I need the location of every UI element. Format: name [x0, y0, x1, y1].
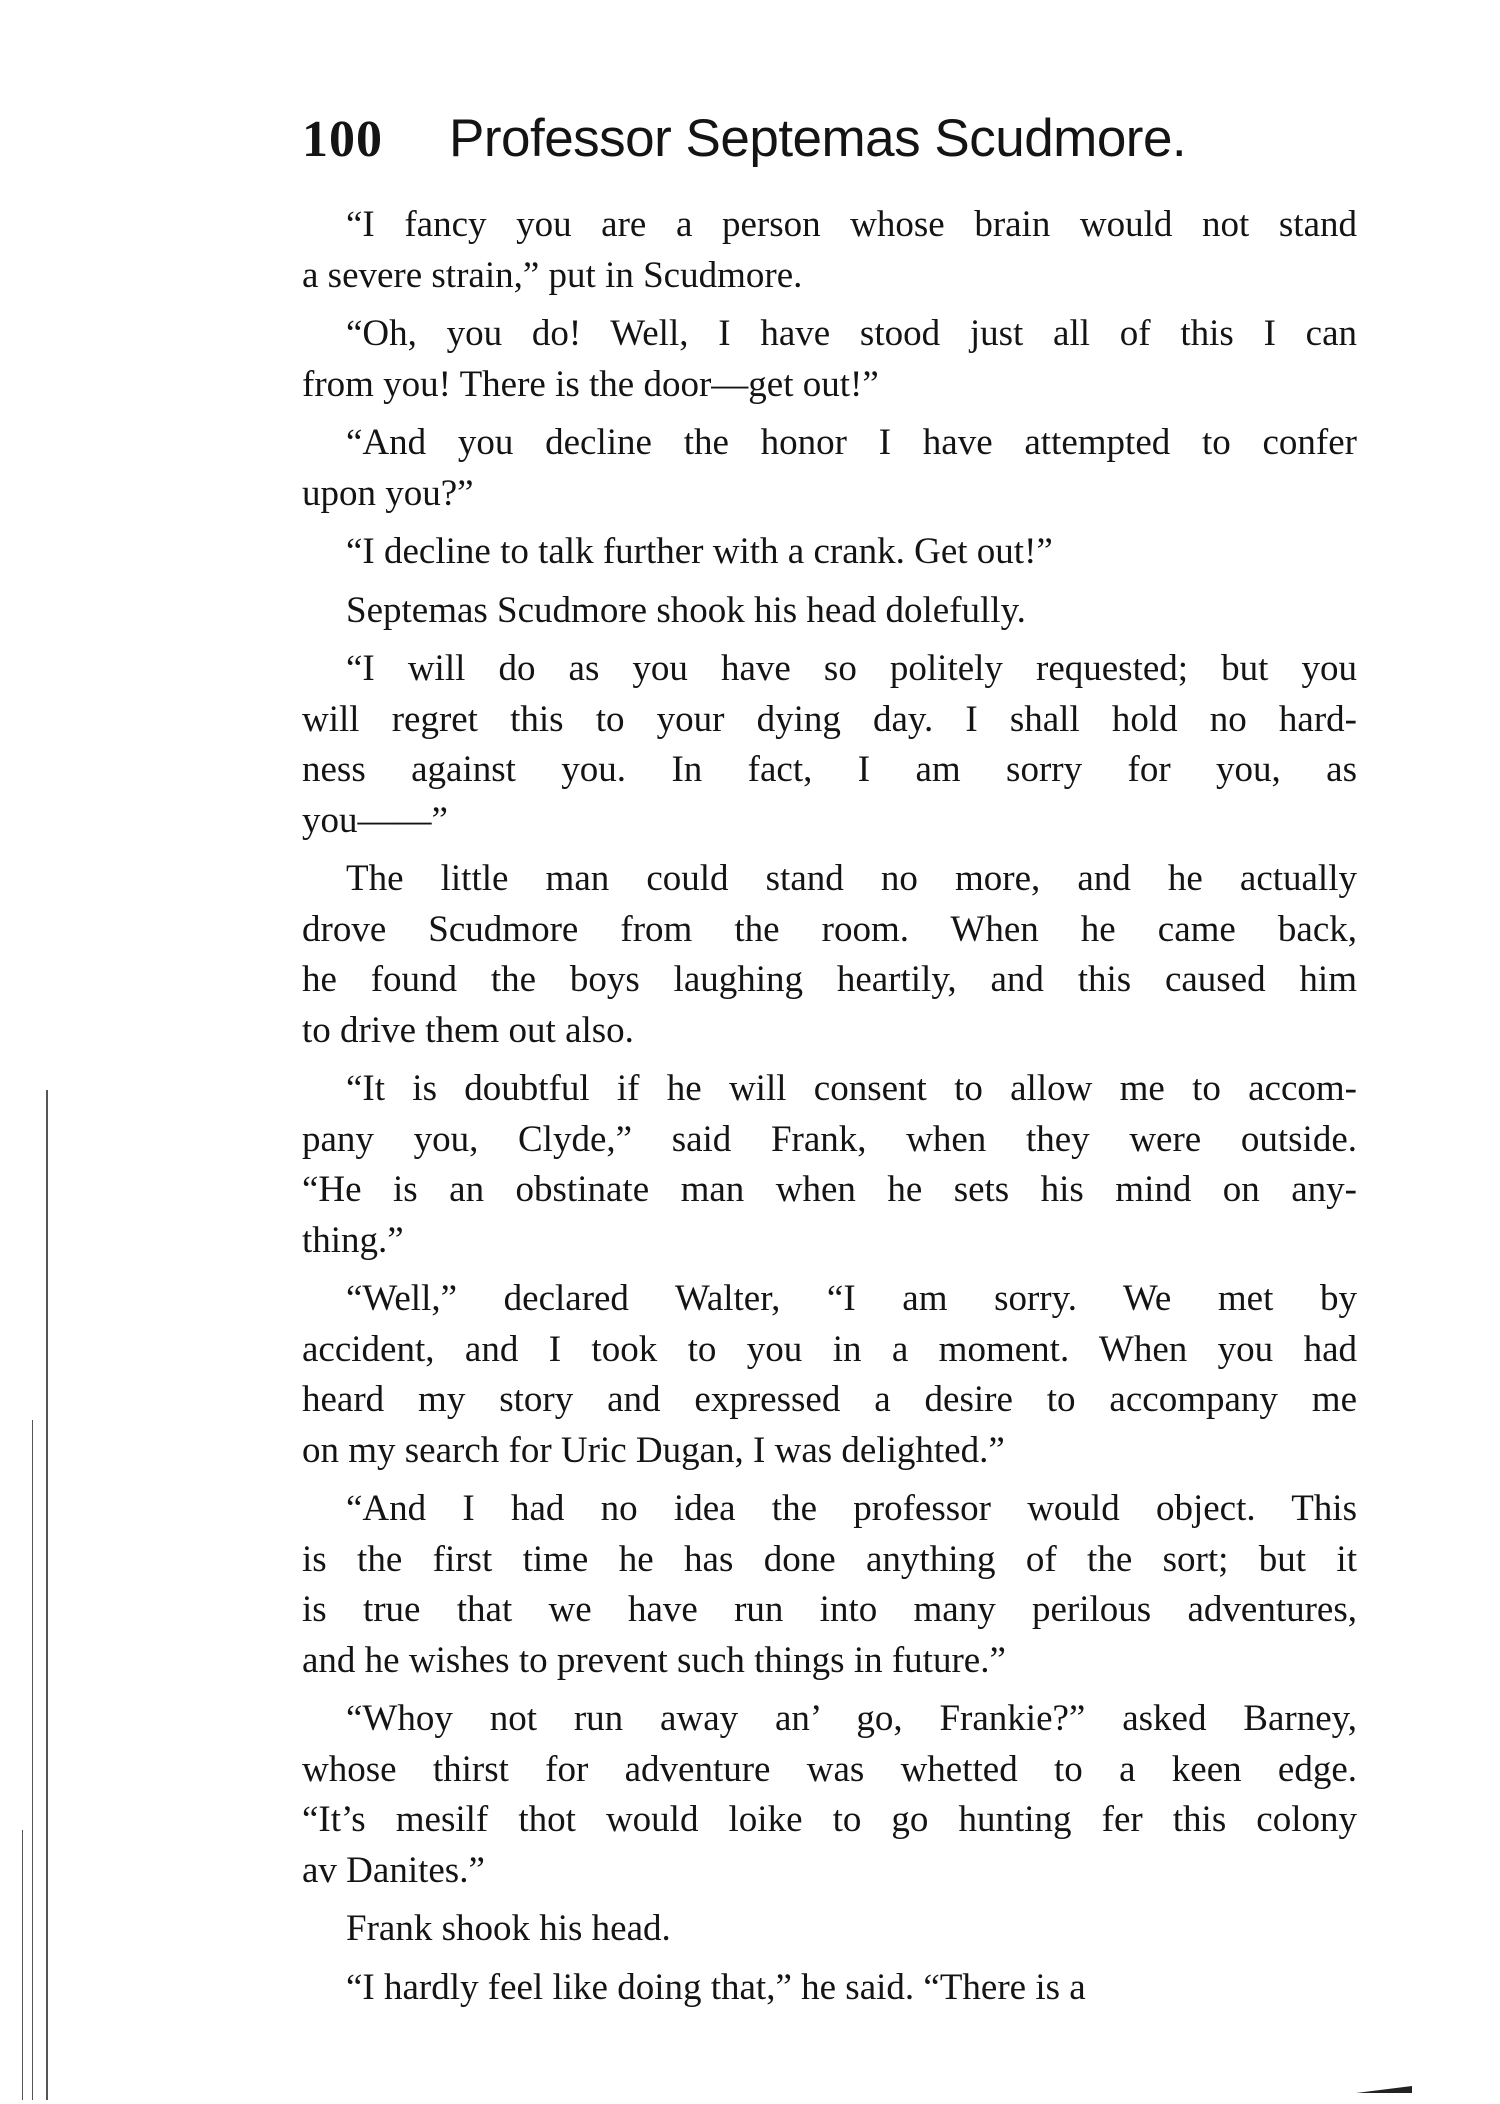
text-line: av Danites.” [302, 1849, 485, 1891]
page-header [302, 108, 1362, 178]
paragraph [302, 1274, 1357, 1476]
text-line: drove Scudmore from the room. When he came back, [302, 908, 1357, 950]
binding-edge-rule [22, 1830, 23, 2100]
body-text [302, 200, 1357, 2021]
text-line: “I will do as you have so politely requested; but you [346, 648, 1357, 689]
paragraph [302, 1963, 1357, 2014]
binding-edge-rule [32, 1420, 33, 2100]
paragraph [302, 527, 1357, 578]
text-line: heard my story and expressed a desire to accompany me [302, 1379, 1357, 1420]
text-line: upon you?” [302, 472, 474, 514]
text-line: accident, and I took to you in a moment. When you had [302, 1328, 1357, 1370]
text-line: thing.” [302, 1219, 404, 1261]
paragraph [302, 1064, 1357, 1266]
paragraph [302, 586, 1357, 637]
paragraph [302, 854, 1357, 1056]
paragraph [302, 1484, 1357, 1686]
text-line: ness against you. In fact, I am sorry for you, as [302, 749, 1357, 790]
paragraph [302, 644, 1357, 846]
text-line: will regret this to your dying day. I shall hold no hard- [302, 698, 1357, 740]
text-line: he found the boys laughing heartily, and this caused him [302, 959, 1357, 1000]
running-title: Professor Septemas Scudmore. [449, 109, 1187, 168]
text-line: “I hardly feel like doing that,” he said. “There is a [346, 1966, 1086, 2008]
text-line: “Whoy not run away an’ go, Frankie?” asked Barney, [346, 1698, 1357, 1739]
text-line: “I fancy you are a person whose brain would not stand [346, 204, 1357, 245]
page-number: 100 [302, 111, 383, 168]
paragraph [302, 418, 1357, 519]
text-line: “He is an obstinate man when he sets his mind on any- [302, 1169, 1357, 1210]
paragraph [302, 200, 1357, 301]
text-line: from you! There is the door—get out!” [302, 363, 879, 405]
text-line: “Well,” declared Walter, “I am sorry. We met by [346, 1278, 1357, 1319]
paragraph [302, 1694, 1357, 1896]
text-line: “And I had no idea the professor would object. This [346, 1488, 1357, 1529]
text-line: a severe strain,” put in Scudmore. [302, 254, 803, 296]
text-line: “I decline to talk further with a crank. Get out!” [346, 531, 1053, 572]
text-line: Frank shook his head. [346, 1908, 671, 1949]
text-line: Septemas Scudmore shook his head dolefully. [346, 589, 1026, 631]
text-line: “And you decline the honor I have attempted to confer [346, 422, 1357, 463]
page-edge-mark [1356, 2080, 1412, 2094]
text-line: “It is doubtful if he will consent to allow me to accom- [346, 1068, 1357, 1109]
text-line: and he wishes to prevent such things in future.” [302, 1639, 1006, 1681]
text-line: is the first time he has done anything of the sort; but it [302, 1538, 1357, 1580]
text-line: “Oh, you do! Well, I have stood just all of this I can [346, 313, 1357, 354]
text-line: on my search for Uric Dugan, I was delighted.” [302, 1429, 1005, 1471]
text-line: you——” [302, 799, 448, 841]
text-line: The little man could stand no more, and he actually [346, 858, 1357, 899]
paragraph [302, 309, 1357, 410]
text-line: is true that we have run into many perilous adventures, [302, 1589, 1357, 1630]
text-line: pany you, Clyde,” said Frank, when they were outside. [302, 1118, 1357, 1160]
binding-edge-rule [46, 1090, 48, 2100]
text-line: whose thirst for adventure was whetted to a keen edge. [302, 1748, 1357, 1790]
text-line: “It’s mesilf thot would loike to go hunting fer this colony [302, 1799, 1357, 1840]
text-line: to drive them out also. [302, 1009, 634, 1051]
paragraph [302, 1904, 1357, 1955]
